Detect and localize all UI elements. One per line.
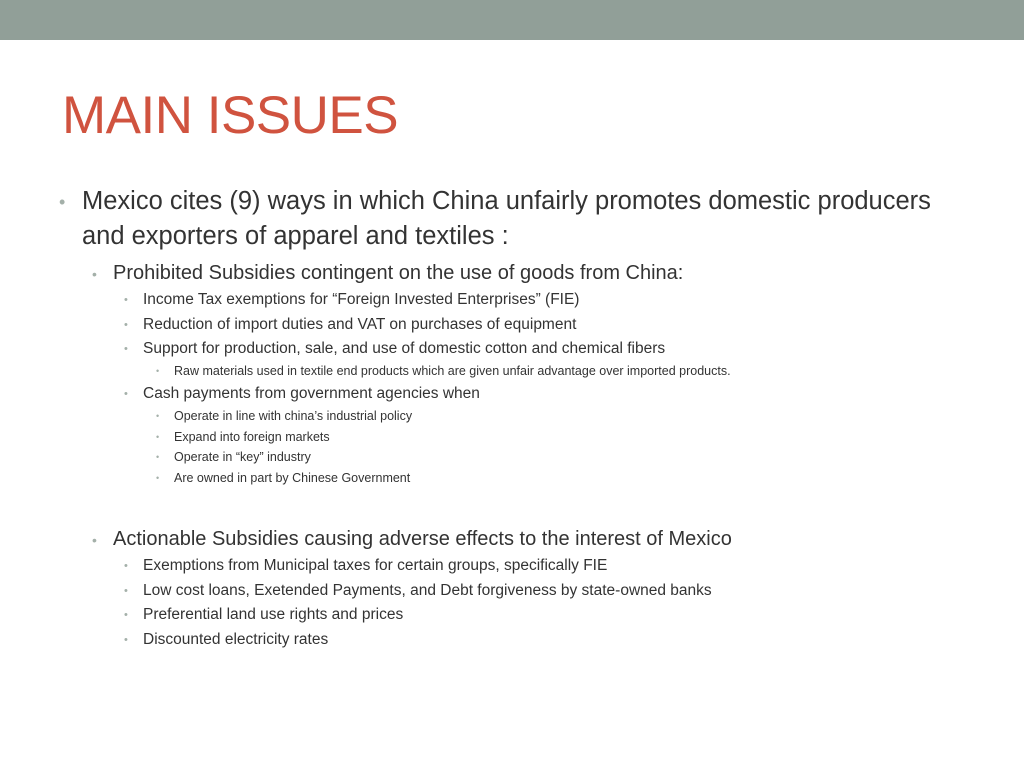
actionable-item-text: Exemptions from Municipal taxes for certain groups, specifically FIE	[143, 557, 608, 574]
actionable-heading-text: Actionable Subsidies causing adverse effects to the interest of Mexico	[113, 528, 732, 550]
bullet-icon: •	[156, 452, 160, 462]
cash-condition-text: Expand into foreign markets	[174, 430, 330, 444]
bullet-icon: •	[124, 343, 128, 355]
prohibited-subsidies-heading	[92, 260, 973, 286]
cash-condition-text: Operate in “key” industry	[174, 450, 311, 464]
actionable-item-text: Low cost loans, Exetended Payments, and Debt forgiveness by state-owned banks	[143, 582, 712, 599]
intro-bullet	[59, 184, 962, 254]
actionable-item	[124, 629, 963, 651]
bullet-icon: •	[124, 388, 128, 400]
bullet-icon: •	[92, 532, 97, 548]
cash-payments-text: Cash payments from government agencies when	[143, 385, 480, 402]
actionable-subsidies-heading	[92, 526, 973, 552]
top-decorative-band	[0, 0, 1024, 40]
bullet-icon: •	[124, 560, 128, 572]
income-tax-item	[124, 289, 963, 311]
slide-title: MAIN ISSUES	[62, 86, 399, 145]
cash-condition-text: Are owned in part by Chinese Government	[174, 471, 411, 485]
bullet-icon: •	[124, 634, 128, 646]
cash-condition-item	[156, 448, 954, 466]
bullet-icon: •	[124, 609, 128, 621]
actionable-item-text: Preferential land use rights and prices	[143, 606, 404, 623]
raw-materials-text: Raw materials used in textile end products which are given unfair advantage over imported products.	[174, 364, 731, 378]
bullet-icon: •	[124, 294, 128, 306]
actionable-item-text: Discounted electricity rates	[143, 631, 329, 648]
income-tax-text: Income Tax exemptions for “Foreign Invested Enterprises” (FIE)	[143, 291, 580, 308]
cash-payments-item	[124, 383, 963, 405]
bullet-icon: •	[156, 411, 160, 421]
bullet-icon: •	[124, 585, 128, 597]
bullet-icon: •	[59, 192, 66, 212]
bullet-icon: •	[156, 366, 160, 376]
bullet-icon: •	[92, 266, 97, 282]
cash-condition-item	[156, 469, 954, 487]
cash-condition-item	[156, 428, 954, 446]
import-duties-item	[124, 314, 963, 336]
cotton-support-item	[124, 338, 963, 360]
bullet-icon: •	[156, 473, 160, 483]
raw-materials-item	[156, 362, 954, 380]
bullet-icon: •	[156, 432, 160, 442]
cash-condition-item	[156, 407, 954, 425]
actionable-item	[124, 604, 963, 626]
intro-text: Mexico cites (9) ways in which China unfairly promotes domestic producers and exporters of apparel and textiles :	[82, 187, 931, 250]
cotton-support-text: Support for production, sale, and use of domestic cotton and chemical fibers	[143, 340, 666, 357]
bullet-icon: •	[124, 319, 128, 331]
import-duties-text: Reduction of import duties and VAT on purchases of equipment	[143, 316, 577, 333]
prohibited-heading-text: Prohibited Subsidies contingent on the use of goods from China:	[113, 262, 684, 284]
actionable-item	[124, 580, 963, 602]
cash-condition-text: Operate in line with china’s industrial policy	[174, 409, 413, 423]
actionable-item	[124, 555, 963, 577]
